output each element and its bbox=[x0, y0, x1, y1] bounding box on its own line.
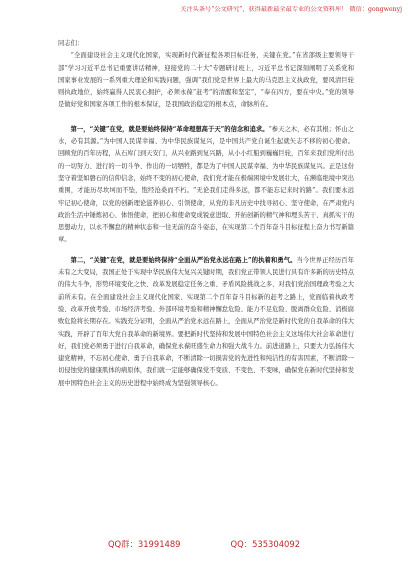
section-2-paragraph bbox=[58, 255, 354, 390]
top-banner: 关注头条号“公文研究”，获得最新最全最专业的公文资料库！ 微信：gongwenyj bbox=[180, 6, 402, 13]
section-1-body: “参天之木，必有其根；怀山之水，必有其源。”为中国人民谋幸福、为中华民族谋复兴，是中国共产党自诞生起就矢志不移的初心使命。回顾党的百年历程，从石库门到天安门，从兴业路到复兴路，从小小红船到巍巍巨轮，百年来我们党所付出的一切努力、进行的一切斗争、作出的一切牺牲，都是为了中国人民谋幸福、为中华民族谋复兴。正是这份坚守着坚如磐石的信仰信念，始终不变的初心使命，我们党才能在极端困境中发展壮大，在濒临绝境中突出重围，才能历尽坎坷而不坠，饱经沧桑而不朽。“无论我们走得多远，都不能忘记来时的路”。我们要永远牢记初心使命，以党的创新理论滋养初心、引领使命，从党的非凡历史中找寻初心、坚守使命，在严肃党内政治生活中锤炼初心、体悟使命，把初心和使命变成锐意进取、开拓创新的精气神和埋头苦干、真抓实干的思想动力，以永不懈怠的精神状态和一往无前的奋斗姿态，在实现第二个百年奋斗目标征程上奋力书写新篇章。 bbox=[58, 125, 354, 244]
qq-group-number: QQ群：31991489 bbox=[107, 539, 181, 549]
intro-paragraph: “全面建设社会主义现代化国家，实现新时代新征程各项目标任务，关键在党。”在省部级主要领导干部“学习习近平总书记重要讲话精神，迎接党的二十大”专题研讨班上，习近平总书记深刻阐明了关系党和国家事业发展的一系列重大理论和实践问题，强调“我们党是世界上最大的马克思主义执政党，要风清巨轮则执政地位，始终赢得人民衷心拥护，必须永葆“赶考”的清醒和坚定”，“奉在四方，要在中央。”党的领导是做好党和国家各项工作的根本保证，是我国政治稳定的根本点，命脉所在。 bbox=[58, 52, 354, 109]
footer bbox=[0, 538, 408, 550]
document-body bbox=[58, 38, 354, 390]
greeting: 同志们： bbox=[58, 40, 84, 47]
section-1-paragraph bbox=[58, 124, 354, 247]
section-1-lead: 第一，“关键”在党，就是要始终保持“革命理想高于天”的信念和追求。 bbox=[70, 125, 269, 133]
section-2-lead: 第二，“关键”在党，就是要始终保持“全面从严治党永远在路上”的执着和勇气。 bbox=[70, 256, 297, 264]
qq-number: QQ：535304092 bbox=[230, 539, 301, 549]
section-2-body: 当今世界正经历百年未有之大变局，我国正处于实现中华民族伟大复兴关键时期，我们党正带领人民进行具有许多新的历史特点的伟大斗争，形势环境变化之快、改革发展稳定任务之重、矛盾风险挑战之多、对我们党治国理政考验之大前所未有。在全面建设社会主义现代化国家、实现第二个百年奋斗目标新的赶考之路上，党面临着执政考验、改革开放考验、市场经济考验、外部环境考验和精神懈怠危险、能力不足危险、脱离群众危险、消极腐败危险将长期存在。实践充分证明，全面从严治党永远在路上，全面从严治党是新时代党的自我革命的伟大实践，开辟了百年大党自我革命的新境界。要把新时代坚持和发展中国特色社会主义这场伟大社会革命进行好，我们党必须勇于进行自我革命，确保党永葆旺盛生命力和强大战斗力。前进道路上，只要大力弘扬伟大建党精神，不忘初心使命、勇于自我革命，不断清除一切损害党的先进性和纯洁性的有害因素，不断清除一切侵蚀党的健康肌体的病原体，我们就一定能够确保党不变质、不变色、不变味，确保党在新时代坚持和发展中国特色社会主义的历史进程中始终成为坚强领导核心。 bbox=[58, 256, 354, 387]
